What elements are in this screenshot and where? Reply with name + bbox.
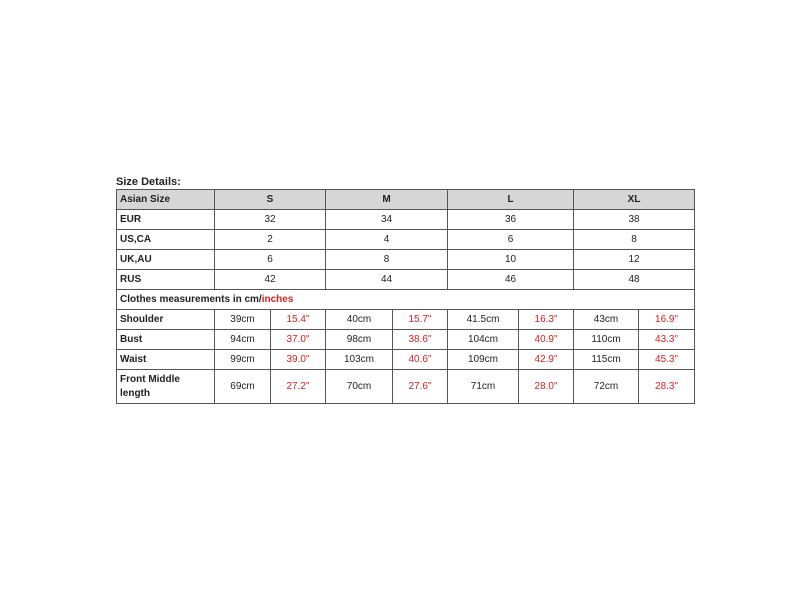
- row-label: Shoulder: [117, 310, 215, 330]
- cm-value: 40cm: [326, 310, 393, 330]
- size-value: 34: [326, 210, 448, 230]
- cm-value: 70cm: [326, 370, 393, 404]
- size-value: 44: [326, 270, 448, 290]
- size-row-uk-au: [117, 250, 695, 270]
- size-chart-body: [117, 190, 695, 404]
- row-label: RUS: [117, 270, 215, 290]
- inch-value: 42.9": [519, 350, 574, 370]
- size-value: 12: [574, 250, 695, 270]
- inch-value: 27.2": [271, 370, 326, 404]
- size-value: 8: [574, 230, 695, 250]
- section-prefix: Clothes measurements in cm/: [120, 294, 262, 305]
- measure-row-bust: [117, 330, 695, 350]
- size-value: 36: [448, 210, 574, 230]
- cm-value: 104cm: [448, 330, 519, 350]
- cm-value: 43cm: [574, 310, 639, 330]
- size-header-l: L: [448, 190, 574, 210]
- size-header-xl: XL: [574, 190, 695, 210]
- measurements-section-row: [117, 290, 695, 310]
- size-value: 8: [326, 250, 448, 270]
- header-row: [117, 190, 695, 210]
- measure-row-front-middle-length: [117, 370, 695, 404]
- size-value: 32: [215, 210, 326, 230]
- inch-value: 15.4": [271, 310, 326, 330]
- row-label: Bust: [117, 330, 215, 350]
- size-value: 2: [215, 230, 326, 250]
- inch-value: 40.9": [519, 330, 574, 350]
- measurements-section-heading: [117, 290, 695, 310]
- cm-value: 69cm: [215, 370, 271, 404]
- inch-value: 43.3": [639, 330, 695, 350]
- size-value: 6: [448, 230, 574, 250]
- measure-row-shoulder: [117, 310, 695, 330]
- size-row-rus: [117, 270, 695, 290]
- inch-value: 28.0": [519, 370, 574, 404]
- inch-value: 27.6": [393, 370, 448, 404]
- cm-value: 110cm: [574, 330, 639, 350]
- size-chart-table: [116, 189, 695, 404]
- size-header-s: S: [215, 190, 326, 210]
- cm-value: 94cm: [215, 330, 271, 350]
- size-value: 46: [448, 270, 574, 290]
- inch-value: 16.3": [519, 310, 574, 330]
- asian-size-header: Asian Size: [117, 190, 215, 210]
- inch-value: 39.0": [271, 350, 326, 370]
- inch-value: 45.3": [639, 350, 695, 370]
- row-label: UK,AU: [117, 250, 215, 270]
- cm-value: 39cm: [215, 310, 271, 330]
- size-value: 48: [574, 270, 695, 290]
- size-value: 6: [215, 250, 326, 270]
- cm-value: 41.5cm: [448, 310, 519, 330]
- inch-value: 16.9": [639, 310, 695, 330]
- inch-value: 40.6": [393, 350, 448, 370]
- cm-value: 109cm: [448, 350, 519, 370]
- size-row-eur: [117, 210, 695, 230]
- size-value: 10: [448, 250, 574, 270]
- cm-value: 103cm: [326, 350, 393, 370]
- inch-value: 28.3": [639, 370, 695, 404]
- inch-value: 15.7": [393, 310, 448, 330]
- row-label: Front Middle length: [117, 370, 215, 404]
- row-label: EUR: [117, 210, 215, 230]
- size-row-us-ca: [117, 230, 695, 250]
- size-header-m: M: [326, 190, 448, 210]
- cm-value: 115cm: [574, 350, 639, 370]
- section-inches: inches: [261, 294, 294, 305]
- cm-value: 98cm: [326, 330, 393, 350]
- size-details-caption: Size Details:: [116, 176, 181, 188]
- cm-value: 99cm: [215, 350, 271, 370]
- row-label: Waist: [117, 350, 215, 370]
- inch-value: 37.0": [271, 330, 326, 350]
- size-value: 42: [215, 270, 326, 290]
- measure-row-waist: [117, 350, 695, 370]
- inch-value: 38.6": [393, 330, 448, 350]
- size-value: 38: [574, 210, 695, 230]
- cm-value: 71cm: [448, 370, 519, 404]
- row-label: US,CA: [117, 230, 215, 250]
- size-value: 4: [326, 230, 448, 250]
- cm-value: 72cm: [574, 370, 639, 404]
